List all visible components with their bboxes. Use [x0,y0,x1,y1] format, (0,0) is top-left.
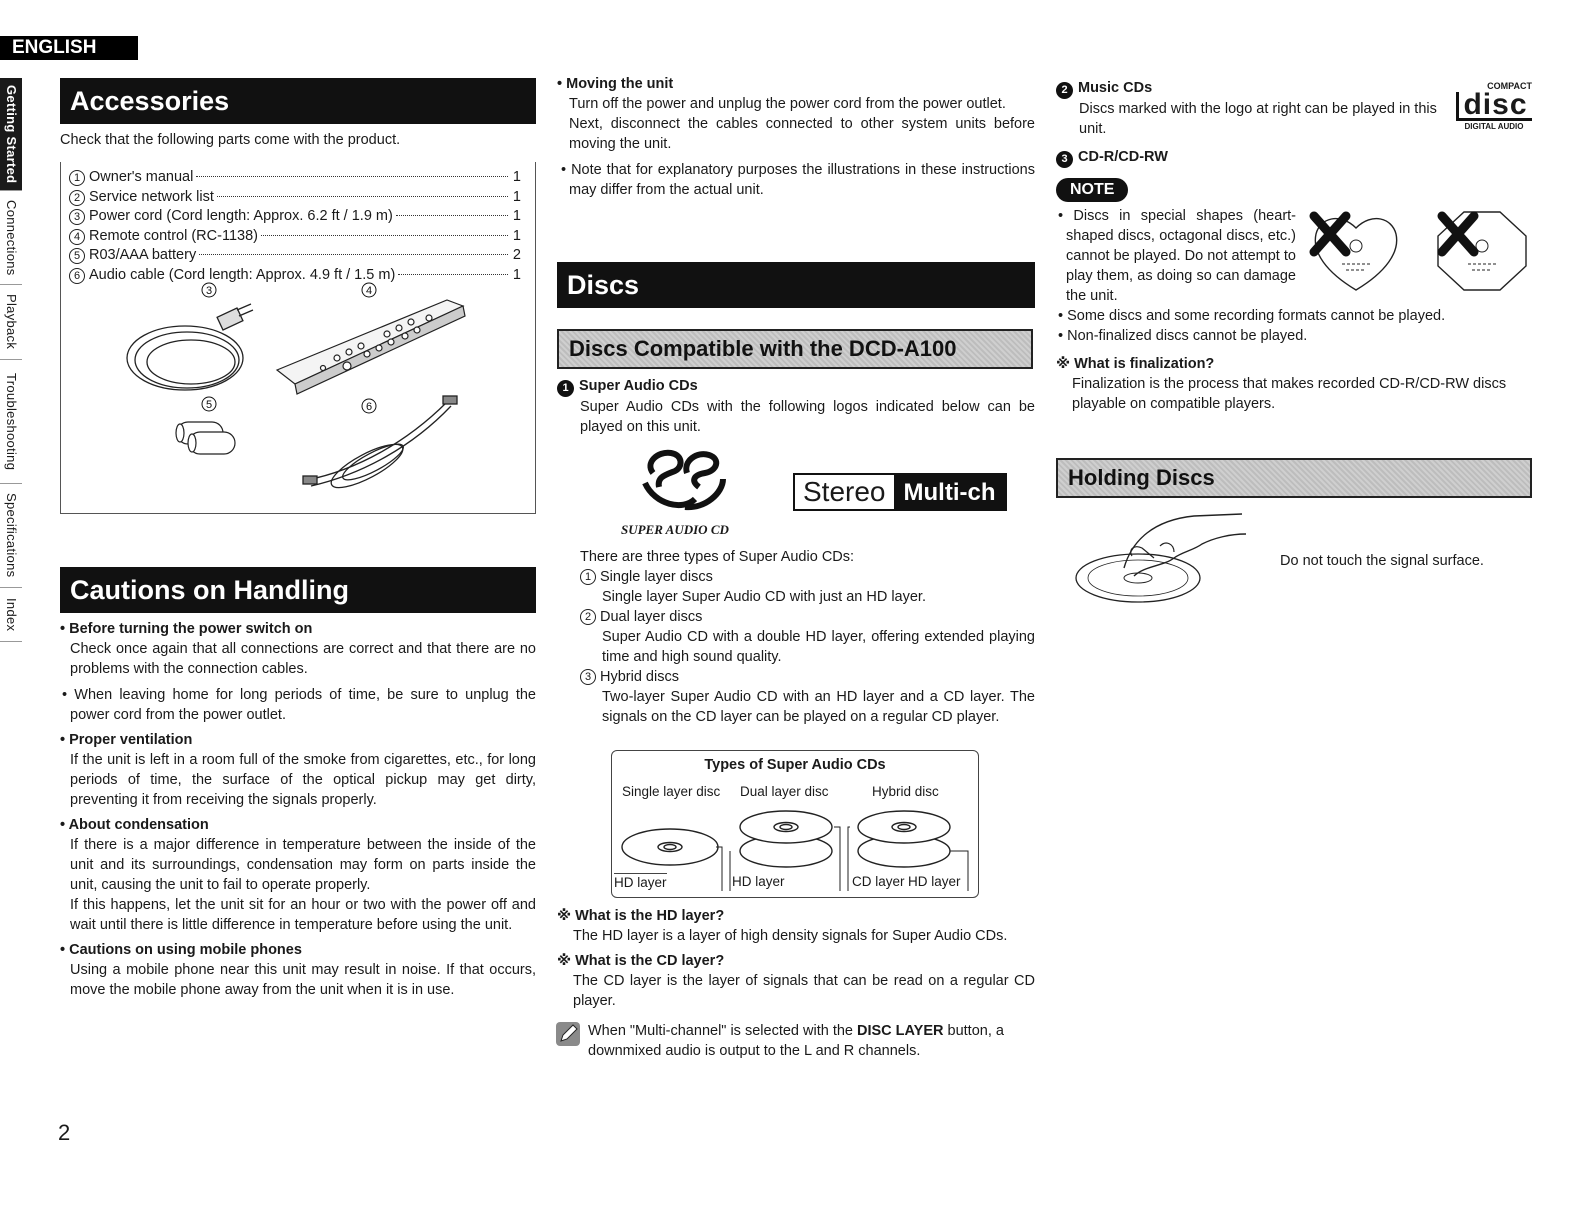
accessories-list [69,168,521,285]
table-col-single: Single layer disc [622,784,721,799]
moving-section [557,74,1035,200]
discs-heading: Discs [557,262,1035,308]
condensation-text-2: If this happens, let the unit sit for an hour or two with the power off and wait until there is little difference in temperature before using the unit. [70,897,536,933]
cautions-body [60,619,536,1000]
sacd-section [557,376,1035,727]
before-power-text: Check once again that all connections are correct and that there are no problems with the connection cables. [70,641,536,677]
note-formats: • Some discs and some recording formats cannot be played. [1058,308,1446,324]
sacd-text: Super Audio CDs with the following logos indicated below can be played on this unit. [580,399,1035,435]
power-cord-drawing [127,304,253,390]
tip-text: When "Multi-channel" is selected with the DISC LAYER button, a downmixed audio is output to the L and R channels. [588,1023,1004,1059]
mobile-text: Using a mobile phone near this unit may result in noise. If that occurs, move the mobile phone away from the unit when it is in use. [70,962,536,998]
table-col-dual: Dual layer disc [740,784,829,799]
language-tag: ENGLISH [0,36,138,60]
octagonal-disc-prohibited-icon [1432,206,1532,296]
condensation-heading: • About condensation [60,817,209,833]
note-block [1056,178,1532,346]
ventilation-text: If the unit is left in a room full of the smoke from cigarettes, etc., for long periods of time, the surface of the optical pickup may get dirty, preventing it from receiving the signals properly. [70,752,536,808]
finalization-answer: Finalization is the process that makes recorded CD-R/CD-RW discs playable on compatible players. [1072,376,1507,412]
accessory-item: 3 Power cord (Cord length: Approx. 6.2 ft / 1.9 m) 1 [69,207,521,227]
cd-logo-digital: DIGITAL AUDIO [1464,122,1524,132]
accessories-heading: Accessories [60,78,536,124]
moving-text-2: Next, disconnect the cables connected to other system units before moving the unit. [569,116,1035,152]
stereo-multich-logo [793,473,1007,511]
moving-note: • Note that for explanatory purposes the illustrations in these instructions may differ from the actual unit. [561,162,1035,198]
finalization-question: ※ What is finalization? [1056,356,1215,372]
sacd-types-table [611,750,979,898]
moving-heading: • Moving the unit [557,76,674,92]
accessories-intro: Check that the following parts come with the product. [60,132,401,148]
type-item: 3 Hybrid discs [580,667,1035,687]
holding-heading: Holding Discs [1056,458,1532,498]
tab-getting-started[interactable]: Getting Started [0,78,22,191]
note-special-shapes: • Discs in special shapes (heart-shaped discs, octagonal discs, etc.) cannot be played. Do not attempt to play them, as doing so can damage the unit. [1058,208,1296,304]
tab-specifications[interactable]: Specifications [0,484,22,588]
logo-stereo: Stereo [795,475,894,509]
accessories-illustration [67,282,527,502]
tip-note [557,1021,1035,1061]
music-cds-text: Discs marked with the logo at right can be played in this unit. [1079,101,1437,137]
audio-cable-drawing [303,396,457,495]
holding-disc-illustration [1074,510,1274,610]
note-label: NOTE [1056,178,1128,202]
cd-layer-answer: The CD layer is the layer of signals that can be read on a regular CD player. [573,973,1035,1009]
batteries-drawing [176,422,235,454]
fig-label-4: 4 [365,285,373,297]
type-desc: Single layer Super Audio CD with just an HD layer. [602,589,926,605]
fig-label-5: 5 [205,399,213,411]
remote-control-drawing [277,300,465,394]
type-item: 1 Single layer discs [580,567,1035,587]
accessories-box [60,162,536,514]
logo-multich: Multi-ch [894,475,1006,509]
tab-connections[interactable]: Connections [0,191,22,285]
note-non-finalized: • Non-finalized discs cannot be played. [1058,328,1308,344]
mobile-heading: • Cautions on using mobile phones [60,942,302,958]
sacd-logo-icon [635,443,735,513]
accessory-item: 5 R03/AAA battery 2 [69,246,521,266]
accessory-item: 1 Owner's manual 1 [69,168,521,188]
compact-disc-logo [1456,80,1532,132]
holding-caption: Do not touch the signal surface. [1280,553,1484,569]
fig-label-3: 3 [205,285,213,297]
cautions-heading: Cautions on Handling [60,567,536,613]
types-list [557,567,1035,727]
type-item: 2 Dual layer discs [580,607,1035,627]
table-label-cd: CD layer [852,874,905,889]
hd-layer-answer: The HD layer is a layer of high density signals for Super Audio CDs. [573,928,1008,944]
before-power-heading: • Before turning the power switch on [60,621,313,637]
type-desc: Two-layer Super Audio CD with an HD layer and a CD layer. The signals on the CD layer can be played on a regular CD player. [602,689,1035,725]
condensation-text-1: If there is a major difference in temperature between the inside of the unit and its surroundings, condensation may form on parts inside the unit, causing the unit to fail to operate properly. [70,837,536,893]
cd-layer-question: ※ What is the CD layer? [557,953,725,969]
sacd-logo-text: SUPER AUDIO CD [621,522,729,537]
heart-disc-prohibited-icon [1306,206,1406,296]
compat-heading: Discs Compatible with the DCD-A100 [557,329,1033,369]
fig-label-6: 6 [365,401,373,413]
cd-logo-compact: COMPACT [1487,81,1532,91]
table-col-hybrid: Hybrid disc [872,784,939,799]
accessory-item: 4 Remote control (RC-1138) 1 [69,227,521,247]
table-label-hd-1: HD layer [614,873,667,893]
ventilation-heading: • Proper ventilation [60,732,193,748]
pencil-tip-icon [555,1021,581,1047]
table-label-hd-3: HD layer [908,874,961,889]
sacd-heading: 1 Super Audio CDs [557,376,1035,397]
cd-logo-disc: disc [1456,92,1532,121]
tab-troubleshooting[interactable]: Troubleshooting [0,360,22,484]
hd-layer-question: ※ What is the HD layer? [557,908,725,924]
moving-text-1: Turn off the power and unplug the power cord from the power outlet. [569,96,1006,112]
tab-playback[interactable]: Playback [0,285,22,360]
type-desc: Super Audio CD with a double HD layer, offering extended playing time and high sound quality. [602,629,1035,665]
music-cds-heading: 2 Music CDs [1056,78,1532,99]
accessory-item: 2 Service network list 1 [69,188,521,208]
types-intro: There are three types of Super Audio CDs: [580,549,855,565]
table-label-hd-2: HD layer [732,874,785,889]
layer-faq [557,906,1035,1061]
accessory-item: 6 Audio cable (Cord length: Approx. 4.9 ft / 1.5 m) 1 [69,266,521,286]
tab-index[interactable]: Index [0,588,22,642]
page-number: 2 [58,1120,71,1145]
sacd-logos [557,437,1035,545]
cdr-heading: 3 CD-R/CD-RW [1056,147,1532,168]
music-cds-section [1056,78,1532,414]
table-title: Types of Super Audio CDs [704,757,886,773]
leaving-home-text: • When leaving home for long periods of time, be sure to unplug the power cord from the power outlet. [62,687,537,723]
